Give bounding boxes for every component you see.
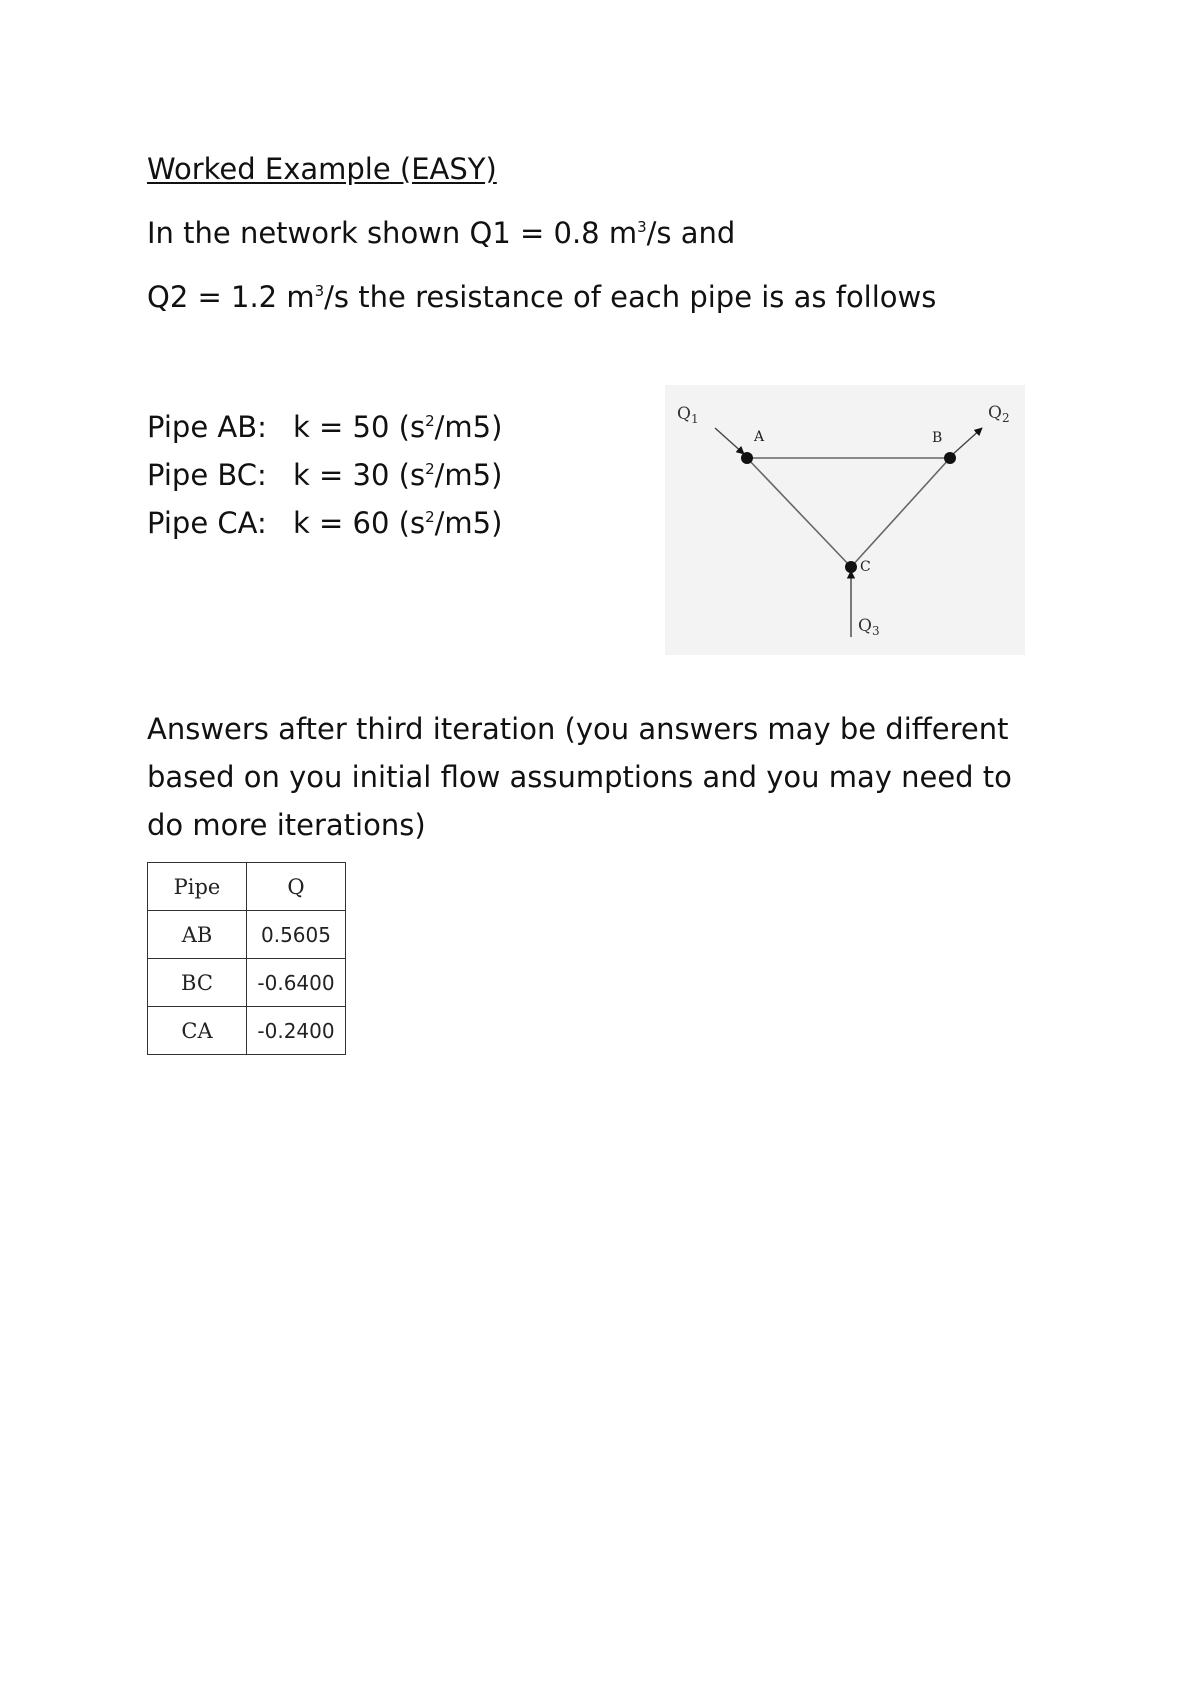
table-row [148,1007,346,1055]
cell-pipe: BC [148,959,247,1007]
cell-q: 0.5605 [247,911,346,959]
q1-arrow [715,428,744,454]
pipe-ab-label: Pipe AB: [147,410,267,444]
node-c-label: C [860,559,871,575]
pipe-bc-resistance [147,457,502,493]
table-header-row [148,863,346,911]
intro-line-2-sup: 3 [314,282,325,300]
intro-line-1-sup: 3 [637,218,647,236]
table-row [148,959,346,1007]
answers-paragraph: Answers after third iteration (you answers may be different based on you initial flow assumptions and you may need to do more iterations) [147,712,1012,842]
node-a-label: A [754,429,765,445]
pipe-ab-sup: 2 [425,412,435,430]
pipe-bc-k: k = 30 (s [293,458,426,492]
node-a [741,452,753,464]
pipe-ca-resistance [147,505,502,541]
q1-subscript: 1 [690,412,699,426]
pipe-ab-resistance [147,409,502,445]
q2-arrow [952,428,982,455]
q3-letter: Q [858,616,872,636]
q2-letter: Q [988,403,1002,423]
intro-line-1-text: In the network shown Q1 = 0.8 m [147,216,638,250]
pipe-ca-k: k = 60 (s [293,506,426,540]
pipe-ca-unit: /m5) [434,506,503,540]
page-title: Worked Example (EASY) [147,152,497,186]
pipe-ca-label: Pipe CA: [147,506,267,540]
cell-pipe: CA [148,1007,247,1055]
node-b [944,452,956,464]
intro-line-2-tail: /s the resistance of each pipe is as follows [324,280,937,314]
header-q: Q [247,863,346,911]
pipe-ca-sup: 2 [425,508,435,526]
intro-line-2 [147,279,936,315]
intro-line-1 [147,215,735,251]
pipe-ab-unit: /m5) [434,410,503,444]
results-table [147,862,346,1055]
intro-line-2-text: Q2 = 1.2 m [147,280,315,314]
pipe-bc-unit: /m5) [434,458,503,492]
pipe-ab-k: k = 50 (s [293,410,426,444]
cell-pipe: AB [148,911,247,959]
header-pipe: Pipe [148,863,247,911]
pipe-ca-line [747,458,851,567]
q1-label [677,404,699,426]
table-row [148,911,346,959]
pipe-bc-line [851,458,950,567]
q3-label [858,616,880,638]
q2-subscript: 2 [1001,411,1010,425]
pipe-bc-sup: 2 [425,460,435,478]
pipe-network-svg [665,385,1025,655]
q1-letter: Q [677,404,691,424]
intro-line-1-tail: /s and [646,216,736,250]
q2-label [988,403,1010,425]
pipe-bc-label: Pipe BC: [147,458,267,492]
pipe-network-diagram [665,385,1025,655]
cell-q: -0.6400 [247,959,346,1007]
node-b-label: B [932,430,943,446]
q3-subscript: 3 [871,624,880,638]
node-c [845,561,857,573]
cell-q: -0.2400 [247,1007,346,1055]
